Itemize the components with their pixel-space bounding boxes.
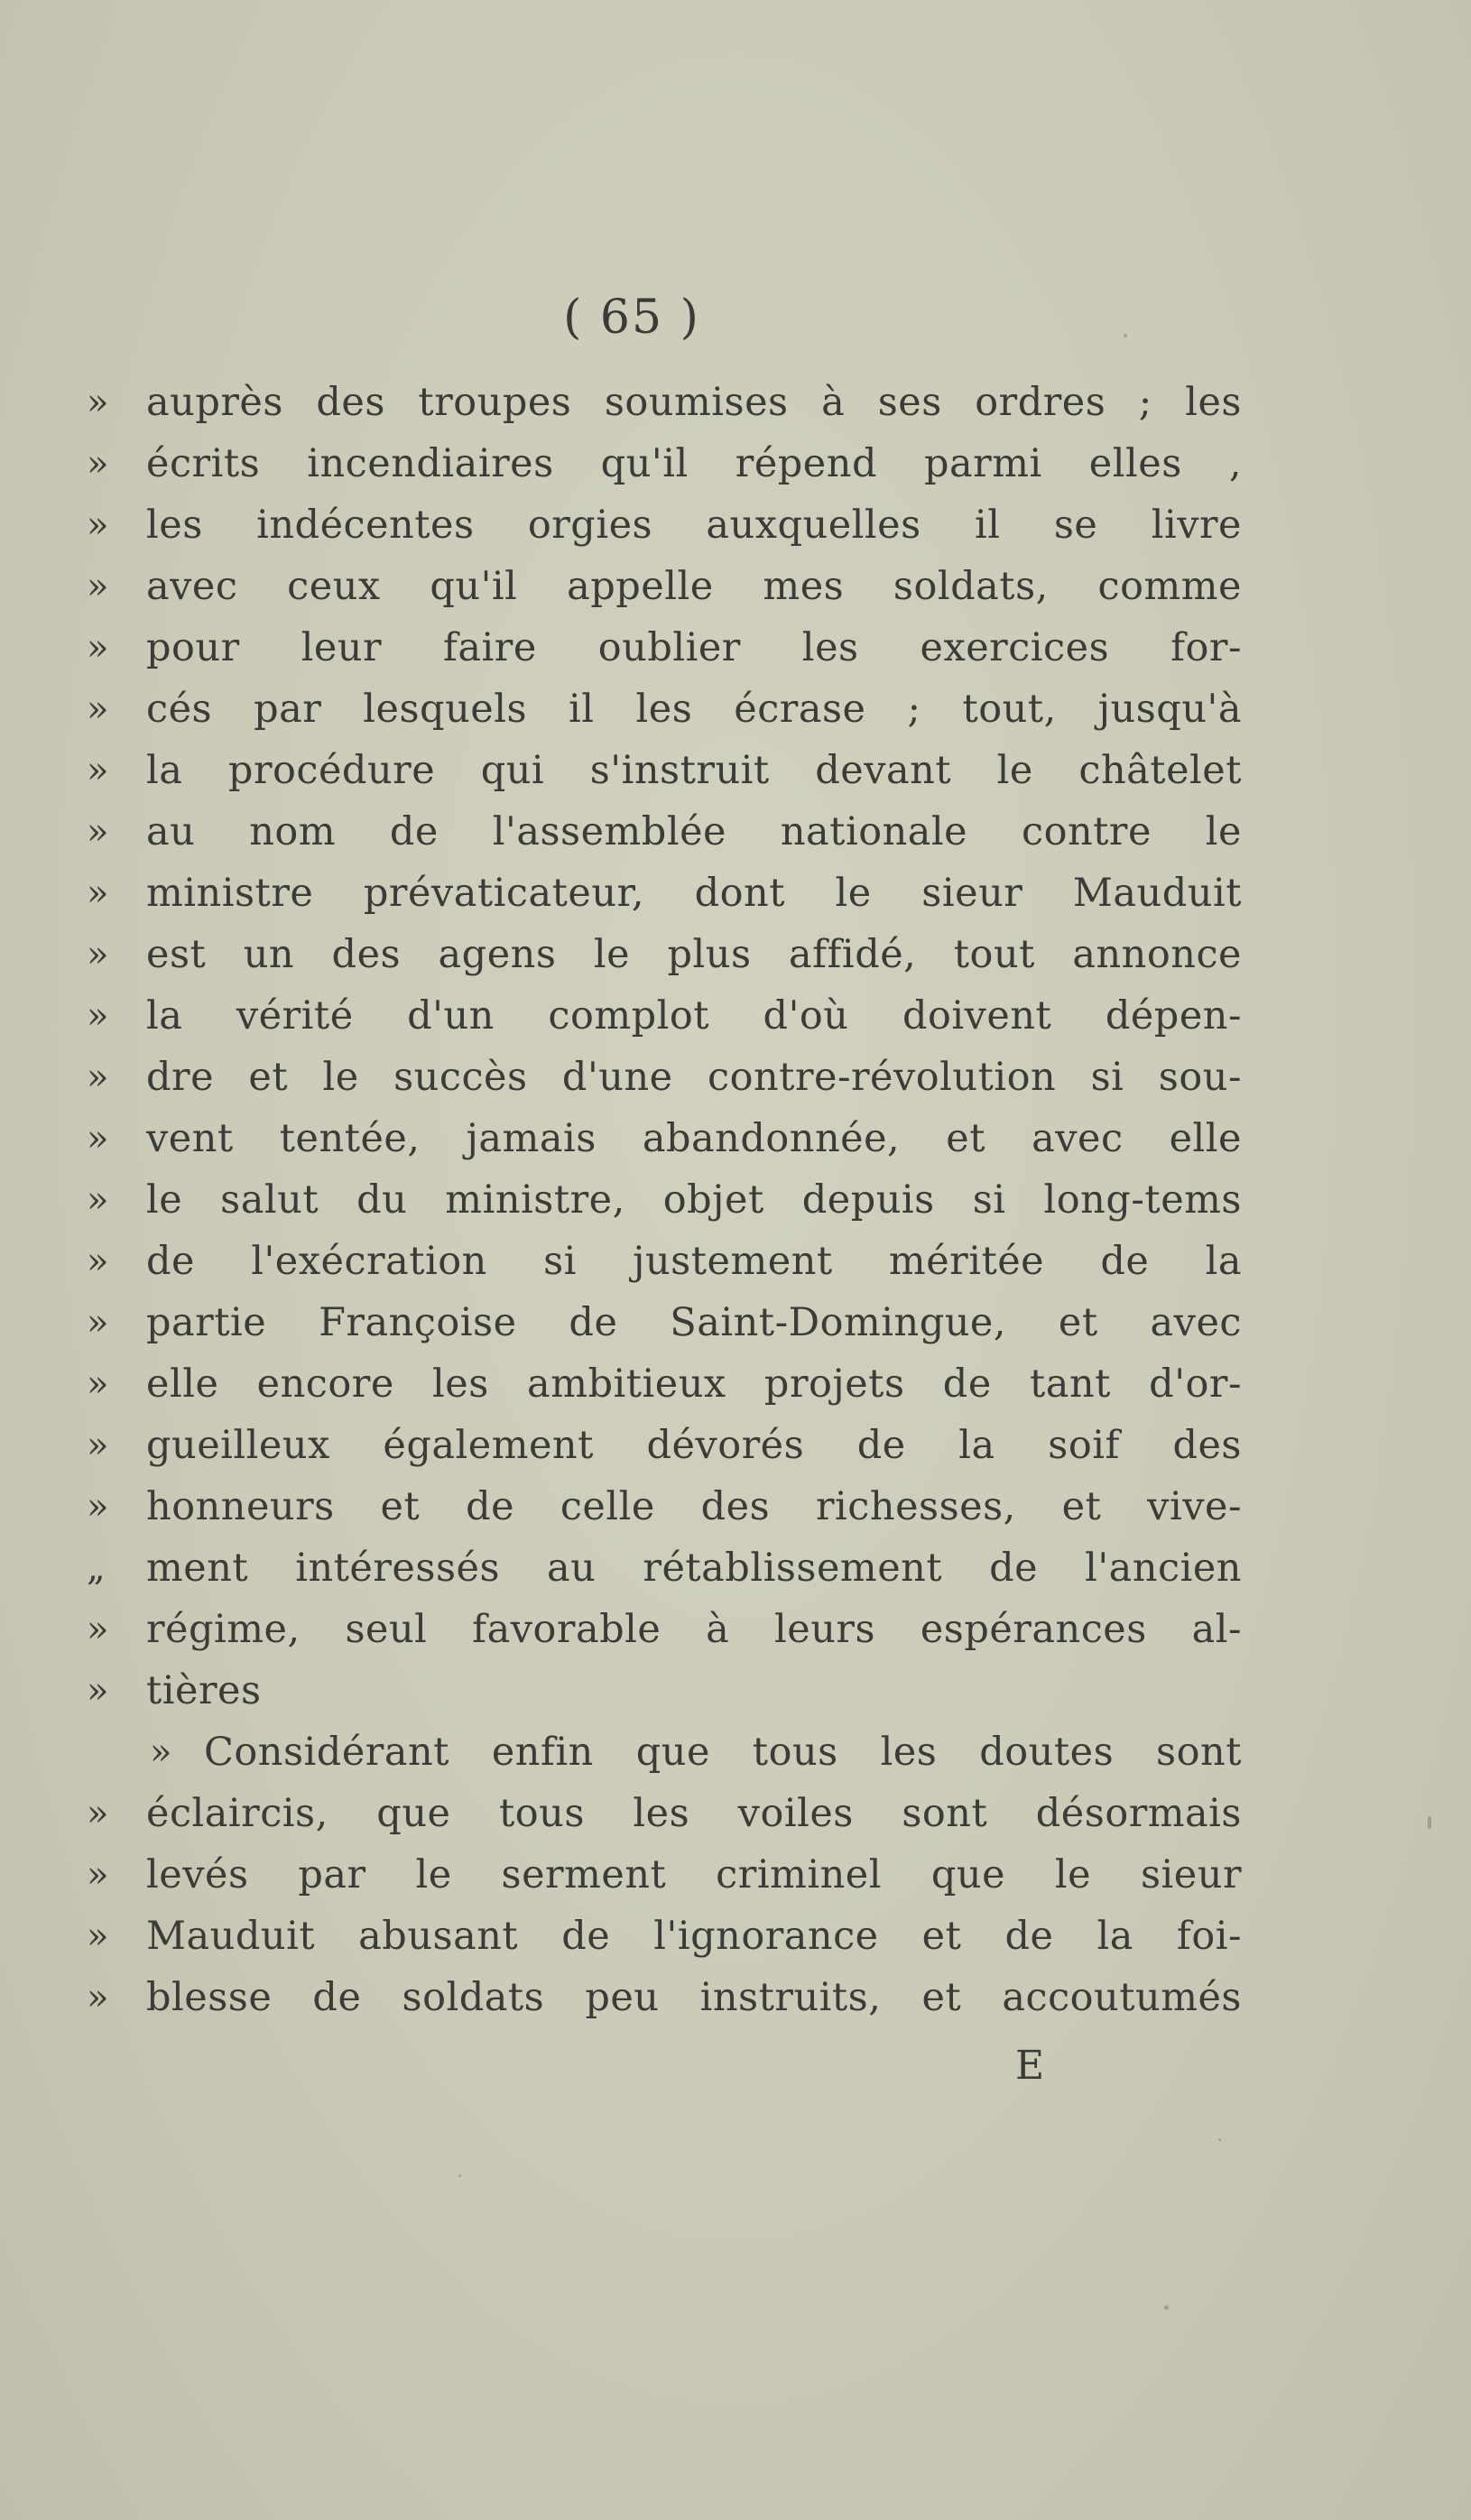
text-line: [87, 1169, 1242, 1231]
quotation-mark: »: [87, 627, 109, 669]
line-text: la procédure qui s'instruit devant le châtelet: [146, 748, 1242, 793]
text-line: [87, 494, 1242, 556]
line-text: Mauduit abusant de l'ignorance et de la foi-: [146, 1914, 1242, 1959]
paper-speck: [1218, 2138, 1221, 2141]
text-line: [87, 1353, 1242, 1415]
quotation-mark: »: [87, 1854, 109, 1896]
text-line: [87, 617, 1242, 678]
line-text: au nom de l'assemblée nationale contre le: [146, 809, 1242, 854]
text-line: [87, 1783, 1242, 1844]
quotation-mark: »: [87, 1609, 109, 1650]
text-line: [87, 863, 1242, 924]
text-line: [87, 801, 1242, 863]
quotation-mark: »: [87, 811, 109, 853]
line-text: dre et le succès d'une contre-révolution si sou-: [146, 1055, 1242, 1100]
text-line: [87, 556, 1242, 617]
paper-speck: [1164, 2305, 1169, 2310]
line-text: auprès des troupes soumises à ses ordres ; les: [146, 380, 1242, 425]
line-text: la vérité d'un complot d'où doivent dépen-: [146, 993, 1242, 1038]
quotation-mark: »: [87, 750, 109, 791]
line-text: tières: [146, 1668, 262, 1713]
line-text: honneurs et de celle des richesses, et vive-: [146, 1484, 1242, 1529]
line-text: pour leur faire oublier les exercices for-: [146, 625, 1242, 670]
text-line: [87, 924, 1242, 985]
paper-speck: [458, 2174, 461, 2177]
text-line: [87, 1292, 1242, 1353]
quotation-mark: »: [87, 688, 109, 730]
paper-speck: [1428, 1816, 1431, 1829]
line-text: avec ceux qu'il appelle mes soldats, comme: [146, 564, 1242, 609]
quotation-mark: »: [87, 443, 109, 485]
quotation-mark: »: [87, 1670, 109, 1712]
quotation-mark: »: [87, 1241, 109, 1282]
quotation-mark: »: [87, 1425, 109, 1466]
line-text: est un des agens le plus affidé, tout annonce: [146, 932, 1242, 977]
text-line: [87, 1967, 1242, 2028]
quotation-mark: »: [87, 1179, 109, 1221]
quotation-mark: »: [87, 1302, 109, 1343]
line-text: levés par le serment criminel que le sieur: [146, 1852, 1242, 1897]
line-text: ment intéressés au rétablissement de l'ancien: [146, 1546, 1242, 1591]
quotation-mark: »: [87, 995, 109, 1037]
quotation-mark: »: [150, 1731, 172, 1773]
quotation-mark: »: [87, 934, 109, 975]
line-text: partie Françoise de Saint-Domingue, et avec: [146, 1300, 1242, 1345]
quotation-mark: »: [87, 382, 109, 423]
line-text: cés par lesquels il les écrase ; tout, jusqu'à: [146, 687, 1242, 732]
text-line: [87, 1660, 1242, 1722]
text-line: [87, 1108, 1242, 1169]
line-text: vent tentée, jamais abandonnée, et avec elle: [146, 1116, 1242, 1161]
text-line: [87, 1476, 1242, 1537]
line-text: Considérant enfin que tous les doutes sont: [204, 1730, 1242, 1775]
text-line: [87, 372, 1242, 433]
line-text: écrits incendiaires qu'il répend parmi elles ,: [146, 441, 1242, 486]
text-line: [87, 1599, 1242, 1660]
paper-speck: [1124, 334, 1127, 337]
line-text: de l'exécration si justement méritée de la: [146, 1239, 1242, 1284]
signature-mark: E: [1015, 2043, 1045, 2089]
paragraph-start-line: [87, 1722, 1242, 1783]
text-line: [87, 740, 1242, 801]
quotation-mark: »: [87, 1486, 109, 1528]
text-line: [87, 1231, 1242, 1292]
line-text: le salut du ministre, objet depuis si long-tems: [146, 1177, 1242, 1223]
line-text: éclaircis, que tous les voiles sont désormais: [146, 1791, 1242, 1836]
line-text: régime, seul favorable à leurs espérances al-: [146, 1607, 1242, 1652]
quotation-mark: »: [87, 1915, 109, 1957]
quotation-mark: »: [87, 872, 109, 914]
page-number: ( 65 ): [563, 291, 700, 345]
text-line: [87, 678, 1242, 740]
line-text: gueilleux également dévorés de la soif des: [146, 1423, 1242, 1468]
quotation-mark: »: [87, 566, 109, 607]
line-text: les indécentes orgies auxquelles il se livre: [146, 503, 1242, 548]
text-line: [87, 433, 1242, 494]
quotation-mark: »: [87, 504, 109, 546]
quotation-mark: »: [87, 1118, 109, 1159]
text-line: [87, 1415, 1242, 1476]
text-line: [87, 1844, 1242, 1906]
text-line: [87, 1537, 1242, 1599]
text-line: [87, 1906, 1242, 1967]
text-line: [87, 1047, 1242, 1108]
quotation-mark: »: [87, 1793, 109, 1834]
quotation-mark: »: [87, 1977, 109, 2018]
line-text: blesse de soldats peu instruits, et accoutumés: [146, 1975, 1242, 2020]
line-text: ministre prévaticateur, dont le sieur Mauduit: [146, 871, 1242, 916]
quotation-mark: »: [87, 1057, 109, 1098]
quotation-mark: „: [87, 1547, 106, 1589]
quotation-mark: »: [87, 1363, 109, 1405]
text-line: [87, 985, 1242, 1047]
line-text: elle encore les ambitieux projets de tant d'or-: [146, 1362, 1242, 1407]
body-text: [87, 372, 1242, 2028]
